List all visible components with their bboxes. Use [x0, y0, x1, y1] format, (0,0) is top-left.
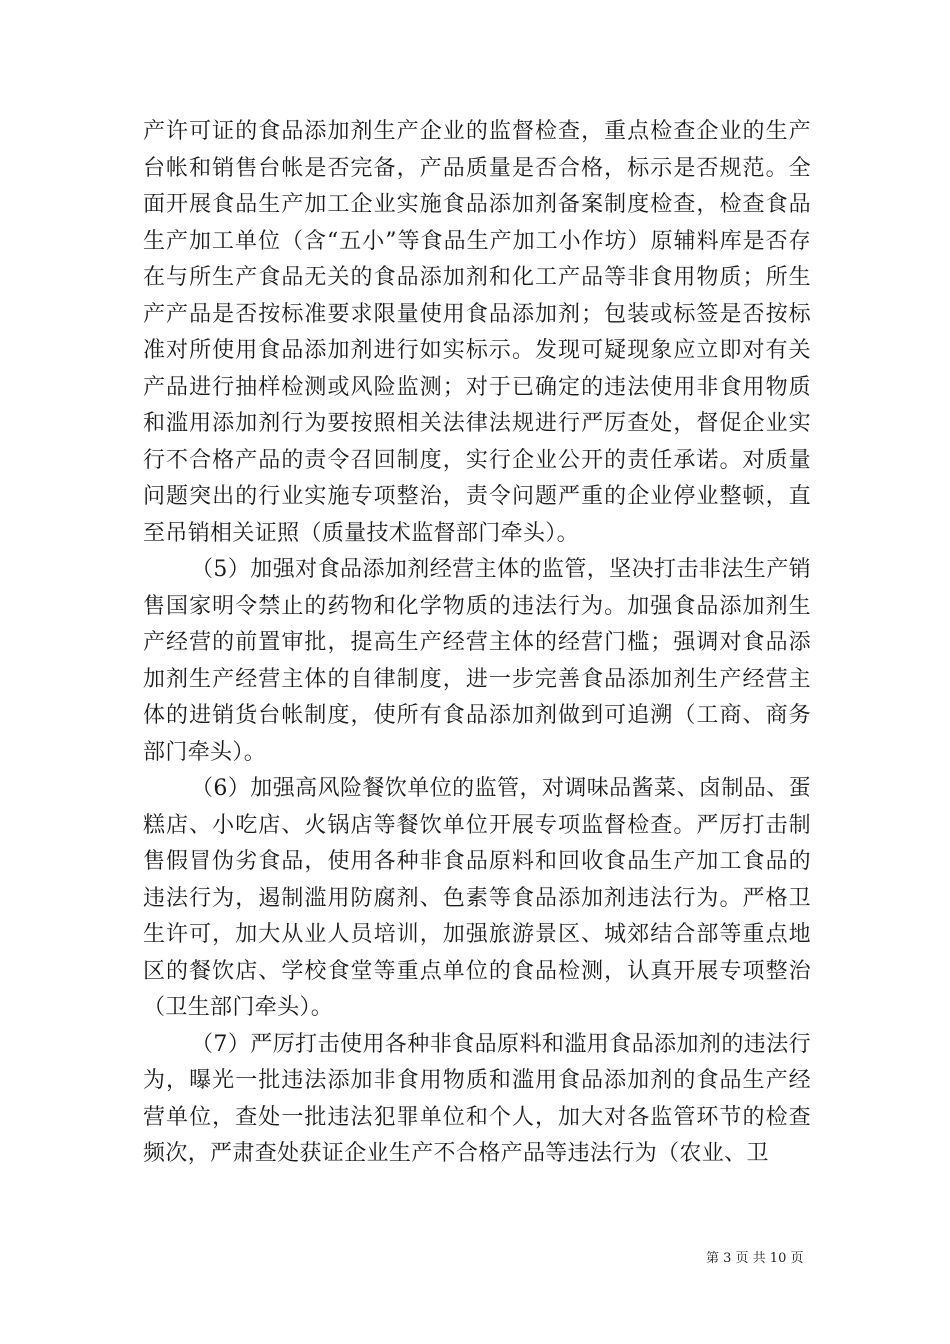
paragraph-item-7: （7）严厉打击使用各种非食品原料和滥用食品添加剂的违法行为，曝光一批违法添加非食用物质和滥用食品添加剂的食品生产经营单位，查处一批违法犯罪单位和个人，加大对各监管环节的检查频次，严肃查处获证企业生产不合格产品等违法行为（农业、卫 [143, 1031, 811, 1166]
document-body [143, 114, 811, 1173]
paragraph-continued: 产许可证的食品添加剂生产企业的监督检查，重点检查企业的生产台帐和销售台帐是否完备，产品质量是否合格，标示是否规范。全面开展食品生产加工企业实施食品添加剂备案制度检查，检查食品生产加工单位（含“五小”等食品生产加工小作坊）原辅料库是否存在与所生产食品无关的食品添加剂和化工产品等非食用物质；所生产产品是否按标准要求限量使用食品添加剂；包装或标签是否按标准对所使用食品添加剂进行如实标示。发现可疑现象应立即对有关产品进行抽样检测或风险监测；对于已确定的违法使用非食用物质和滥用添加剂行为要按照相关法律法规进行严厉查处，督促企业实行不合格产品的责令召回制度，实行企业公开的责任承诺。对质量问题突出的行业实施专项整治，责令问题严重的企业停业整顿，直至吊销相关证照（质量技术监督部门牵头）。 [143, 119, 811, 546]
paragraph-item-6: （6）加强高风险餐饮单位的监管，对调味品酱菜、卤制品、蛋糕店、小吃店、火锅店等餐饮单位开展专项监督检查。严厉打击制售假冒伪劣食品，使用各种非食品原料和回收食品生产加工食品的违法行为，遏制滥用防腐剂、色素等食品添加剂违法行为。严格卫生许可，加大从业人员培训，加强旅游景区、城郊结合部等重点地区的餐饮店、学校食堂等重点单位的食品检测，认真开展专项整治（卫生部门牵头）。 [143, 776, 811, 1020]
page-number-footer: 第 3 页 共 10 页 [706, 1251, 804, 1266]
paragraph-item-5: （5）加强对食品添加剂经营主体的监管，坚决打击非法生产销售国家明令禁止的药物和化学物质的违法行为。加强食品添加剂生产经营的前置审批，提高生产经营主体的经营门槛；强调对食品添加剂生产经营主体的自律制度，进一步完善食品添加剂生产经营主体的进销货台帐制度，使所有食品添加剂做到可追溯（工商、商务部门牵头）。 [143, 557, 811, 765]
